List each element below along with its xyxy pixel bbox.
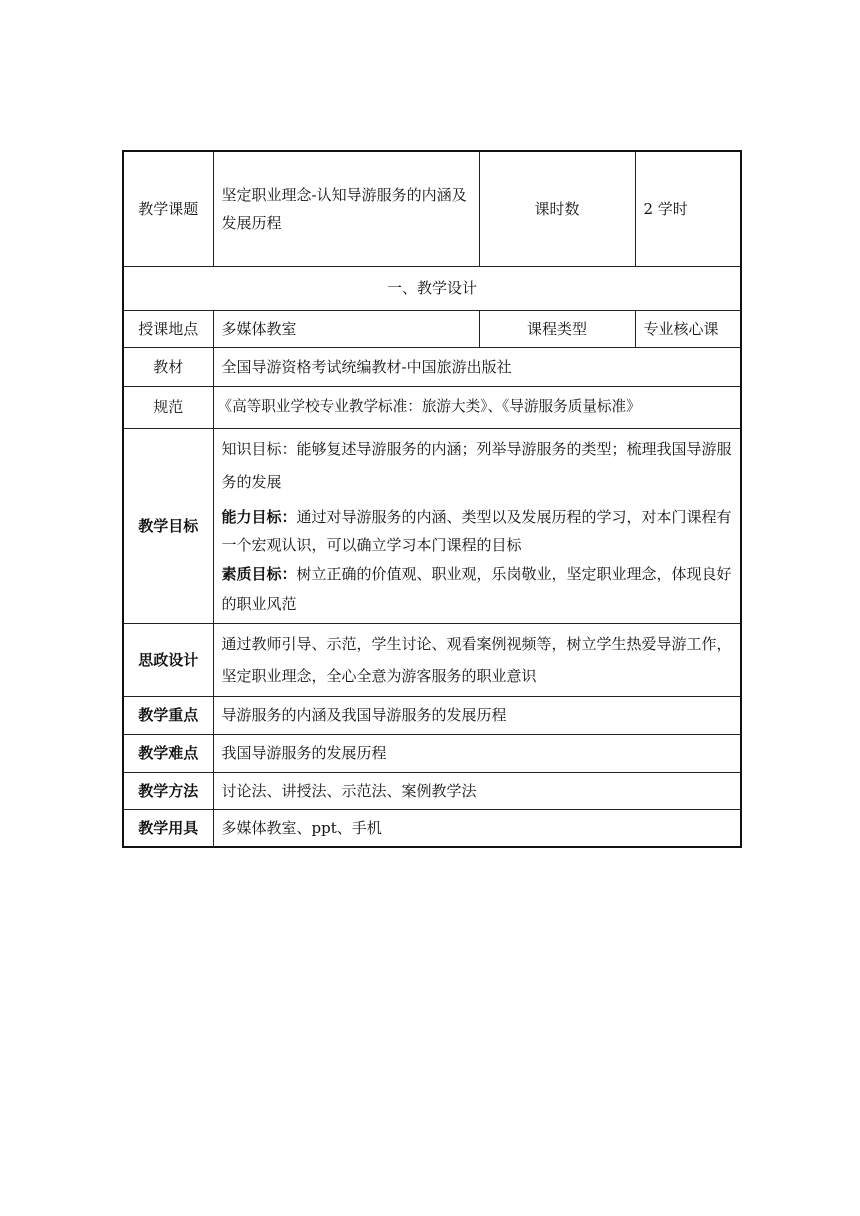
ability-objective-title: 能力目标： [221, 507, 297, 526]
knowledge-objective: 知识目标：能够复述导游服务的内涵；列举导游服务的类型；梳理我国导游服务的发展 [221, 439, 732, 491]
objectives-label: 教学目标 [123, 428, 213, 623]
textbook-label: 教材 [123, 347, 213, 386]
difficulties-label: 教学难点 [123, 734, 213, 772]
textbook-row [123, 347, 741, 386]
objectives-content [213, 428, 741, 623]
course-type-value: 专业核心课 [635, 310, 741, 347]
ability-objective [222, 503, 733, 559]
hours-label: 课时数 [479, 151, 635, 266]
key-points-value: 导游服务的内涵及我国导游服务的发展历程 [213, 696, 741, 734]
methods-row [123, 772, 741, 809]
location-value: 多媒体教室 [213, 310, 479, 347]
tools-value: 多媒体教室、ppt、手机 [213, 809, 741, 847]
ideology-row [123, 623, 741, 696]
methods-label: 教学方法 [123, 772, 213, 809]
topic-row [123, 151, 741, 266]
objectives-row [123, 428, 741, 623]
ability-objective-text: 通过对导游服务的内涵、类型以及发展历程的学习，对本门课程有一个宏观认识，可以确立学习本门课程的目标 [221, 507, 732, 554]
section-title-row [123, 266, 741, 310]
section-title: 一、教学设计 [123, 266, 741, 310]
topic-label: 教学课题 [123, 151, 213, 266]
topic-value: 坚定职业理念-认知导游服务的内涵及发展历程 [213, 151, 479, 266]
key-points-label: 教学重点 [123, 696, 213, 734]
difficulties-value: 我国导游服务的发展历程 [213, 734, 741, 772]
tools-row [123, 809, 741, 847]
lesson-plan-table [122, 150, 742, 848]
ideology-label: 思政设计 [123, 623, 213, 696]
ideology-value: 通过教师引导、示范，学生讨论、观看案例视频等，树立学生热爱导游工作，坚定职业理念，全心全意为游客服务的职业意识 [213, 623, 741, 696]
standard-label: 规范 [123, 386, 213, 428]
standard-value: 《高等职业学校专业教学标准：旅游大类》、《导游服务质量标准》 [213, 386, 741, 428]
standard-row [123, 386, 741, 428]
location-label: 授课地点 [123, 310, 213, 347]
quality-objective-text: 树立正确的价值观、职业观，乐岗敬业，坚定职业理念，体现良好的职业风范 [221, 564, 732, 613]
difficulties-row [123, 734, 741, 772]
tools-label: 教学用具 [123, 809, 213, 847]
course-type-label: 课程类型 [479, 310, 635, 347]
quality-objective-title: 素质目标： [221, 564, 297, 583]
key-points-row [123, 696, 741, 734]
quality-objective [222, 559, 733, 619]
hours-value: 2 学时 [635, 151, 741, 266]
location-row [123, 310, 741, 347]
methods-value: 讨论法、讲授法、示范法、案例教学法 [213, 772, 741, 809]
textbook-value: 全国导游资格考试统编教材-中国旅游出版社 [213, 347, 741, 386]
